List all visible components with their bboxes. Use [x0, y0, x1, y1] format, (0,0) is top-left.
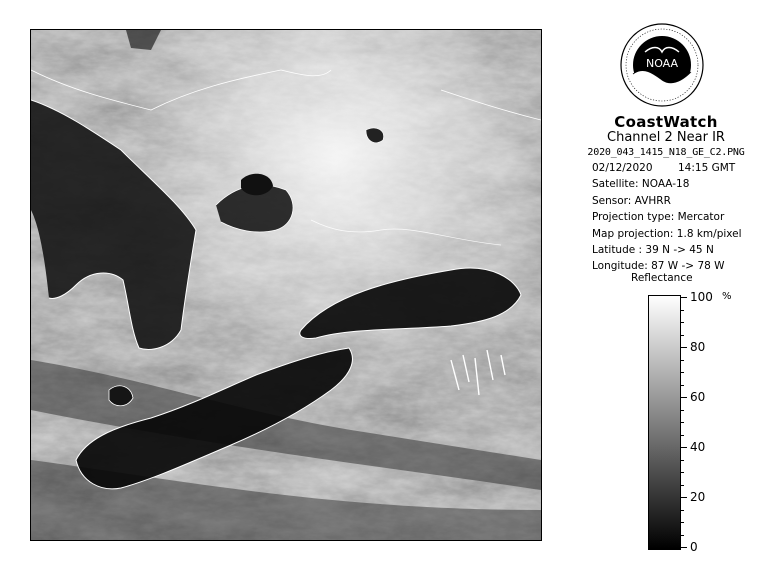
- colorbar-major-tick: [681, 447, 687, 448]
- map-projection-label: Map projection: 1.8 km/pixel: [592, 228, 742, 240]
- channel-subtitle: Channel 2 Near IR: [607, 130, 725, 145]
- projection-type-label: Projection type: Mercator: [592, 211, 725, 223]
- colorbar-minor-tick: [681, 322, 684, 323]
- colorbar-tick-label: 0: [690, 540, 698, 554]
- colorbar-tick-label: 40: [690, 440, 706, 454]
- colorbar-minor-tick: [681, 460, 684, 461]
- colorbar-minor-tick: [681, 535, 684, 536]
- longitude-label: Longitude: 87 W -> 78 W: [592, 260, 725, 272]
- image-filename: 2020_043_1415_N18_GE_C2.PNG: [587, 147, 745, 158]
- colorbar-tick-label: 100: [690, 290, 713, 304]
- colorbar-tick-label: 60: [690, 390, 706, 404]
- app-title: CoastWatch: [614, 113, 718, 131]
- legend-unit: %: [722, 291, 732, 302]
- colorbar-minor-tick: [681, 510, 684, 511]
- colorbar-minor-tick: [681, 422, 684, 423]
- colorbar-minor-tick: [681, 372, 684, 373]
- latitude-label: Latitude : 39 N -> 45 N: [592, 244, 714, 256]
- colorbar-major-tick: [681, 547, 687, 548]
- colorbar-minor-tick: [681, 435, 684, 436]
- colorbar-minor-tick: [681, 335, 684, 336]
- noaa-emblem-icon: [619, 22, 705, 108]
- colorbar-minor-tick: [681, 360, 684, 361]
- noaa-logo-text: NOAA: [645, 57, 679, 70]
- colorbar-minor-tick: [681, 310, 684, 311]
- colorbar-minor-tick: [681, 385, 684, 386]
- colorbar-major-tick: [681, 397, 687, 398]
- satellite-image: [31, 30, 541, 540]
- acquisition-date: 02/12/2020: [592, 162, 653, 174]
- colorbar-major-tick: [681, 297, 687, 298]
- noaa-logo: [619, 22, 705, 108]
- colorbar-tick-label: 80: [690, 340, 706, 354]
- colorbar-major-tick: [681, 347, 687, 348]
- reflectance-colorbar: [648, 295, 681, 550]
- acquisition-time: 14:15 GMT: [678, 162, 736, 174]
- colorbar-minor-tick: [681, 485, 684, 486]
- colorbar-minor-tick: [681, 522, 684, 523]
- colorbar-major-tick: [681, 497, 687, 498]
- colorbar-tick-label: 20: [690, 490, 706, 504]
- legend-title: Reflectance: [631, 272, 693, 284]
- colorbar-minor-tick: [681, 472, 684, 473]
- colorbar-minor-tick: [681, 410, 684, 411]
- satellite-label: Satellite: NOAA-18: [592, 178, 690, 190]
- sensor-label: Sensor: AVHRR: [592, 195, 671, 207]
- satellite-map: [30, 29, 542, 541]
